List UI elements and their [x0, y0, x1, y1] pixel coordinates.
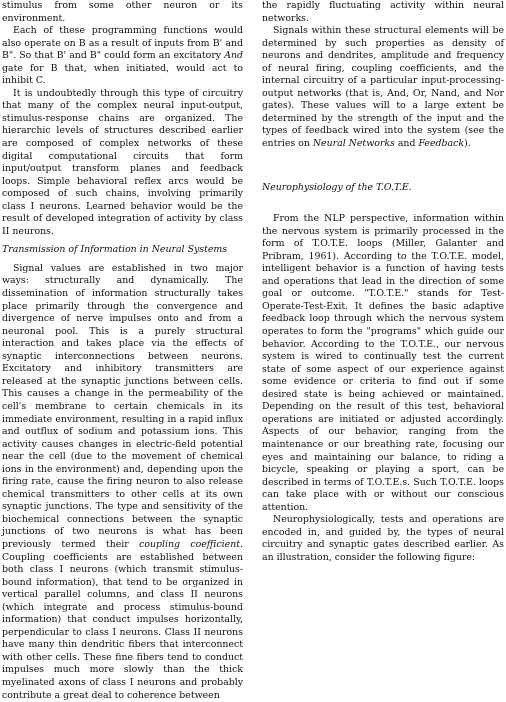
- paragraph-text: . Coupling coefficients are established between both class I neurons (which transmit stimulus-bound information), that tend to be organized in vertical parallel columns, and class II neurons (which integrate and process stimulus-bound information) that conduct impulses horizontally, perpendicular to class I neurons. Class II neurons have many thin dendritic fibers that interconnect with other cells. These fine fibers tend to conduct impulses much more slowly than the thick myelinated axons of class I neurons and probably contribute a great deal to coherence between: [2, 538, 243, 701]
- paragraph-text: gate for B that, when initiated, would act to inhibit C.: [2, 62, 243, 87]
- paragraph: [2, 25, 243, 88]
- emphasis-and: And: [224, 50, 243, 62]
- paragraph-text: ).: [464, 138, 471, 150]
- paragraph-text: Signal values are established in two major ways: structurally and dynamically. The dissemination of information structurally takes place primarily through the convergence and divergence of nerve impulses onto and from a neuronal pool. This is a purely structural interaction and takes place via the effects of synaptic interconnections between neurons. Excitatory and inhibitory transmitters are released at the synaptic junctions between cells. This causes a change in the permeability of the cell's membrane to certain chemicals in its immediate environment, resulting in a rapid influx and outflux of sodium and potassium ions. This activity causes changes in electric-field potential near the cell (due to the movement of chemical ions in the environment) and, depending upon the firing rate, cause the firing neuron to also release chemical transmitters to other cells at its own synaptic junctions. The type and sensitivity of the biochemical connections between the synaptic junctions of two neurons is what has been previously termed their: [2, 262, 243, 550]
- spacer: [262, 151, 504, 182]
- emphasis-feedback: Feedback: [418, 138, 465, 150]
- left-column: [2, 0, 243, 702]
- section-heading: Transmission of Information in Neural Systems: [2, 244, 228, 256]
- paragraph-text: and: [394, 138, 419, 150]
- paragraph-text: Each of these programming functions would also operate on B as a result of inputs from B' and B". So that B' and B" could form an excitatory: [2, 25, 243, 62]
- right-column: [262, 0, 504, 564]
- paragraph: From the NLP perspective, information within the nervous system is primarily processed in the form of T.O.T.E. loops (Miller, Galanter and Pribram, 1961). According to the T.O.T.E. model, intelligent behavior is a function of having tests and operations that lead in the direction of some goal or outcome. "T.O.T.E." stands for Test-Operate-Test-Exit. It defines the basic adaptive feedback loop through which the nervous system operates to form the "programs" which guide our behavior. According to the T.O.T.E., our nervous system is wired to continually test the current state of some aspect of our experience against some evidence or criteria to find out if some desired state is being achieved or maintained. Depending on the result of this test, behavioral operations are initiated or adjusted accordingly. Aspects of our behavior, ranging from the maintenance or our breathing rate, focusing our eyes and maintaining our balance, to riding a bicycle, speaking or playing a sport, can be described in terms of T.O.T.E.s. Such T.O.T.E. loops can take place with or without our conscious attention.: [262, 213, 504, 513]
- spacer: [262, 194, 504, 213]
- paragraph: Neurophysiologically, tests and operations are encoded in, and guided by, the types of neural circuitry and synaptic gates described earlier. As an illustration, consider the following figure:: [262, 514, 504, 563]
- section-heading: Neurophysiology of the T.O.T.E.: [262, 181, 412, 193]
- paragraph: [262, 25, 504, 150]
- paragraph: stimulus from some other neuron or its environment.: [2, 0, 243, 24]
- paragraph: [2, 263, 243, 702]
- paragraph: It is undoubtedly through this type of circuitry that many of the complex neural input-output, stimulus-response chains are organized. The hierarchic levels of structures described earlier are composed of complex networks of these digital computational circuits that form input/output transform planes and feedback loops. Simple behavioral reflex arcs would be composed of such chains, involving primarily class I neurons. Learned behavior would be the result of developed integration of activity by class II neurons.: [2, 87, 243, 237]
- emphasis-coupling-coefficient: coupling coefficient: [139, 538, 241, 550]
- paragraph-text: Signals within these structural elements will be determined by such properties as density of neurons and dendrites, amplitude and frequency of neural firing, coupling coefficients, and the internal circuitry of a particular input-processing-output networks (that is, And, Or, Nand, and Nor gates). These values will to a large extent be determined by the strength of the input and the types of feedback wired into the system (see the entries on: [262, 25, 504, 150]
- emphasis-neural-networks: Neural Networks: [312, 138, 395, 150]
- paragraph: the rapidly fluctuating activity within neural networks.: [262, 0, 504, 24]
